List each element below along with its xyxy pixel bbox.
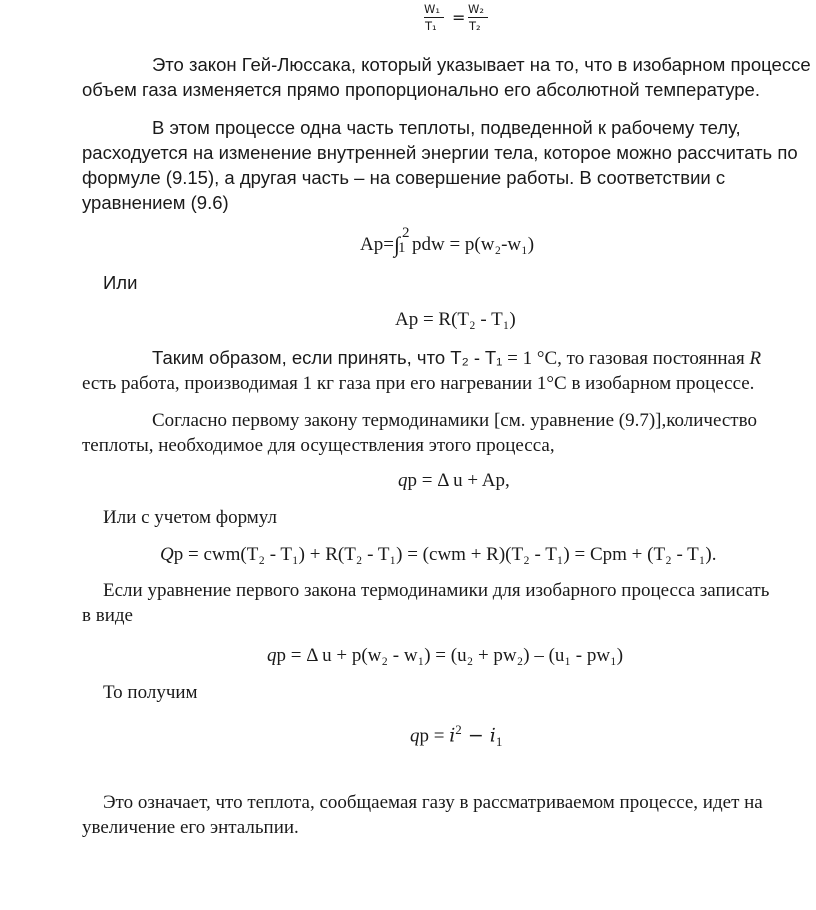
integral-lower-limit: 1: [397, 240, 406, 256]
equation-qp: [398, 468, 510, 493]
paragraph-first-law: [82, 408, 812, 458]
fraction-denominator-t2: T₂: [469, 19, 481, 33]
text-ili: Или: [103, 272, 138, 293]
text-line: Согласно первому закону термодинамики [см. уравнение (9.7)],количество: [152, 410, 757, 431]
symbol-q: q: [410, 725, 420, 747]
minus-sign: −: [461, 724, 490, 747]
text-line: расходуется на изменение внутренней энергии тела, которое можно рассчитать по: [82, 142, 798, 163]
equation-rest: p = Δ u + p(w₂ - w₁) = (u₂ + pw₂) – (u₁ - pw₁): [276, 645, 624, 666]
integral-upper-limit: 2: [401, 225, 410, 241]
text-line: в виде: [82, 605, 133, 626]
equation-qp-i: [410, 717, 502, 754]
text-line: [82, 345, 812, 371]
paragraph-heat-distribution: [82, 115, 812, 215]
text-line: объем газа изменяется прямо пропорционально его абсолютной температуре.: [82, 79, 760, 100]
text-line: Если уравнение первого закона термодинамики для изобарного процесса записать: [103, 580, 770, 601]
text-line: теплоты, необходимое для осуществления этого процесса,: [82, 435, 555, 456]
text-to-poluchim: То получим: [103, 682, 198, 703]
symbol-i: i: [449, 724, 456, 747]
superscript-2: 2: [455, 722, 462, 737]
equation-qp-enthalpy: [267, 643, 623, 668]
text-line: есть работа, производимая 1 кг газа при его нагревании 1°C в изобарном процессе.: [82, 373, 755, 394]
equation-work-r: Ap = R(T₂ - T₁): [395, 309, 516, 330]
equation-rest: p = cwm(T₂ - T₁) + R(T₂ - T₁) = (cwm + R)(T₂ - T₁) = Cpm + (T₂ - T₁).: [173, 544, 717, 565]
equation-Qp: [160, 542, 717, 567]
text-line: В этом процессе одна часть теплоты, подведенной к рабочему телу,: [152, 117, 741, 138]
fraction-bar: [424, 17, 444, 18]
symbol-q: q: [398, 470, 408, 491]
symbol-q: q: [267, 645, 277, 666]
paragraph-gas-constant: [82, 345, 812, 396]
symbol-r: R: [749, 348, 762, 369]
equals-sign: =: [452, 8, 466, 27]
equation-right: pdw = p(w₂-w₁): [411, 234, 535, 255]
integral-limits: [397, 225, 412, 256]
text-line: уравнением (9.6): [82, 192, 229, 213]
fraction-bar: [468, 17, 488, 18]
paragraph-gay-lussac-law: [82, 52, 812, 102]
symbol-Q: Q: [160, 544, 174, 565]
text-span: Таким образом, если принять, что T₂ - T₁: [152, 347, 503, 368]
fraction-denominator-t1: T₁: [425, 19, 437, 33]
symbol-i: i: [489, 724, 496, 747]
equation-work-integral: [360, 225, 535, 257]
integral-sign: ∫: [393, 232, 400, 257]
equation-mid: p =: [419, 725, 450, 747]
paragraph-conclusion: [82, 790, 812, 840]
text-line: Это закон Гей-Люссака, который указывает на то, что в изобарном процессе: [152, 54, 811, 75]
paragraph-first-law-isobaric: [82, 578, 816, 628]
text-line: формуле (9.15), а другая часть – на совершение работы. В соответствии с: [82, 167, 726, 188]
text-line: Это означает, что теплота, сообщаемая газу в рассматриваемом процессе, идет на: [103, 792, 763, 813]
fraction-numerator-w1: W₁: [424, 2, 440, 16]
text-span: = 1 °C, то газовая постоянная: [502, 348, 750, 369]
text-ili-s-uchetom: Или с учетом формул: [103, 507, 277, 528]
equation-rest: p = Δ u + Ap,: [407, 470, 510, 491]
equation-left: Ap=: [360, 234, 394, 255]
text-line: увеличение его энтальпии.: [82, 817, 299, 838]
fraction-numerator-w2: W₂: [468, 2, 484, 16]
subscript-1: 1: [495, 734, 503, 750]
